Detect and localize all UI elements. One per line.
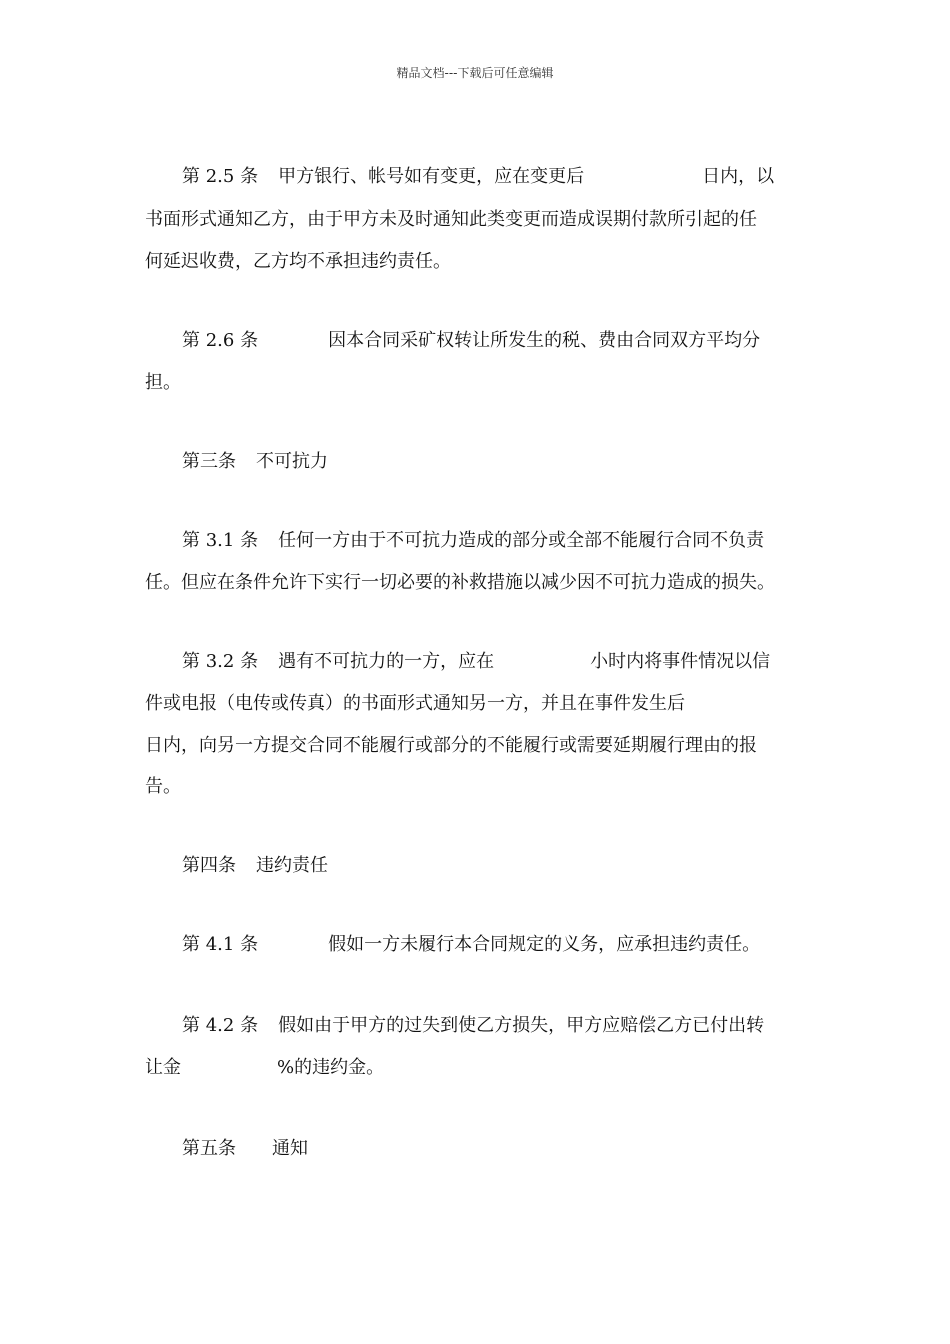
section-3-heading — [182, 448, 328, 476]
article-number: 第 3.1 条 — [182, 530, 259, 551]
section-title: 通知 — [272, 1138, 308, 1159]
article-text: 让金 — [145, 1057, 181, 1078]
section-number: 第三条 — [182, 451, 236, 472]
article-text: 甲方银行、帐号如有变更，应在变更后 — [278, 166, 585, 187]
article-text: 小时内将事件情况以信 — [590, 651, 771, 672]
article-4-2-line-2 — [145, 1054, 384, 1082]
article-2-6-line-2: 担。 — [145, 372, 181, 393]
article-2-5-line-2: 书面形式通知乙方，由于甲方未及时通知此类变更而造成误期付款所引起的任 — [145, 209, 757, 230]
section-title: 不可抗力 — [256, 451, 328, 472]
article-3-2-line-2: 件或电报（电传或传真）的书面形式通知另一方，并且在事件发生后 — [145, 693, 685, 714]
article-number: 第 2.5 条 — [182, 166, 259, 187]
article-text: 假如由于甲方的过失到使乙方损失，甲方应赔偿乙方已付出转 — [278, 1015, 765, 1036]
section-4-heading — [182, 852, 328, 880]
article-text: 假如一方未履行本合同规定的义务，应承担违约责任。 — [328, 934, 761, 955]
article-3-2-line-3: 日内，向另一方提交合同不能履行或部分的不能履行或需要延期履行理由的报 — [145, 735, 757, 756]
section-number: 第五条 — [182, 1138, 236, 1159]
article-3-2-line-1 — [182, 648, 770, 676]
article-3-2-line-4: 告。 — [145, 776, 181, 797]
article-2-6-line-1 — [182, 327, 760, 355]
article-text: 遇有不可抗力的一方，应在 — [278, 651, 495, 672]
article-text: 任何一方由于不可抗力造成的部分或全部不能履行合同不负责 — [278, 530, 765, 551]
article-number: 第 2.6 条 — [182, 330, 259, 351]
article-2-5-line-1 — [182, 163, 774, 191]
section-5-heading — [182, 1135, 308, 1163]
section-title: 违约责任 — [256, 855, 328, 876]
article-number: 第 3.2 条 — [182, 651, 259, 672]
article-text: %的违约金。 — [277, 1057, 385, 1078]
article-text: 日内，以 — [702, 166, 775, 187]
article-number: 第 4.2 条 — [182, 1015, 259, 1036]
article-3-1-line-1 — [182, 527, 764, 555]
article-4-1-line-1 — [182, 931, 760, 959]
article-text: 因本合同采矿权转让所发生的税、费由合同双方平均分 — [328, 330, 761, 351]
article-2-5-line-3: 何延迟收费，乙方均不承担违约责任。 — [145, 251, 451, 272]
article-number: 第 4.1 条 — [182, 934, 259, 955]
article-3-1-line-2: 任。但应在条件允许下实行一切必要的补救措施以减少因不可抗力造成的损失。 — [145, 572, 775, 593]
section-number: 第四条 — [182, 855, 236, 876]
article-4-2-line-1 — [182, 1012, 764, 1040]
page-header: 精品文档---下载后可任意编辑 — [396, 66, 554, 80]
